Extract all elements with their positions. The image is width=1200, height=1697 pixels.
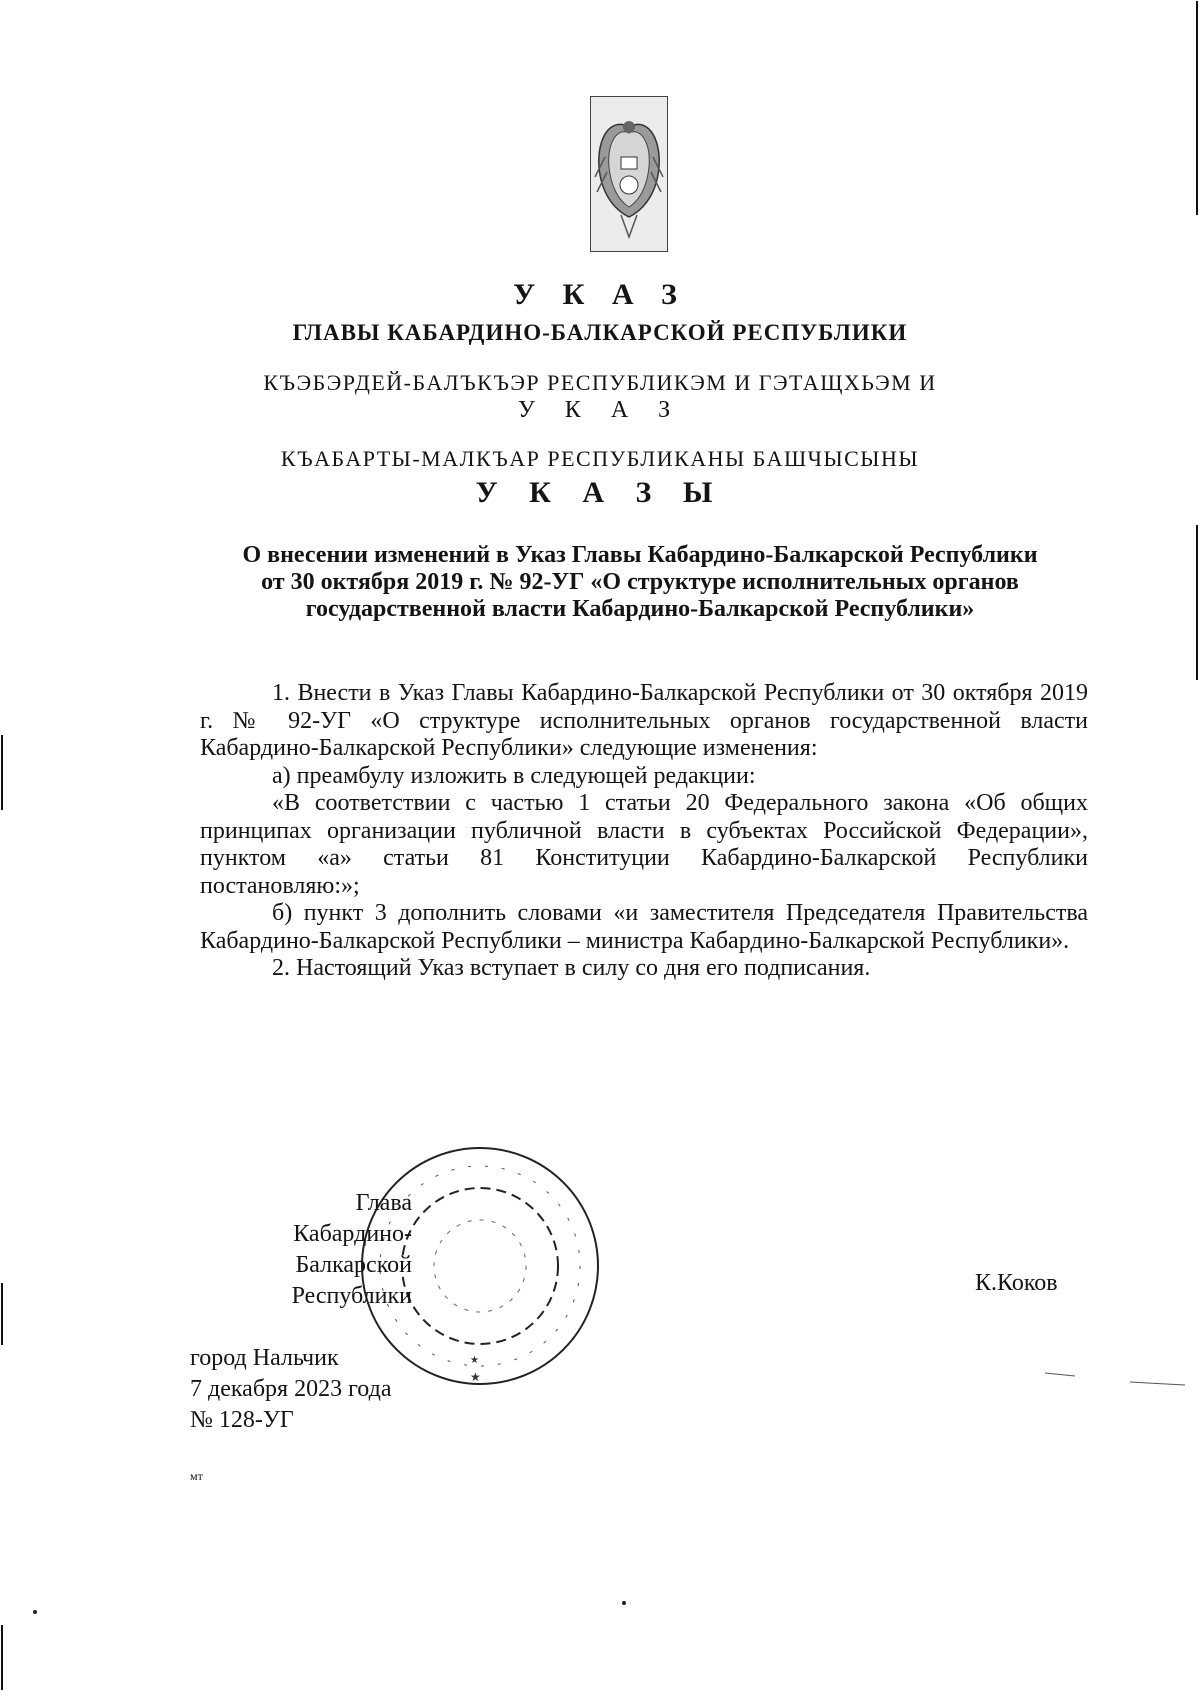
document-subject: О внесении изменений в Указ Главы Кабардино-Балкарской Республики от 30 октября 2019 г. № 92-УГ «О структуре исполнительных органов государственной власти Кабардино-Балкарской Республики» (242, 542, 1038, 622)
ukaz-heading-balkarian: У К А З Ы (475, 476, 725, 509)
signatory-name: К.Коков (975, 1270, 1058, 1296)
city: город Нальчик (190, 1345, 339, 1371)
ukaz-heading-kabardian: У К А З (517, 397, 683, 423)
title-balkarian: КЪАБАРТЫ-МАЛКЪАР РЕСПУБЛИКАНЫ БАШЧЫСЫНЫ (280, 446, 920, 471)
decree-date: 7 декабря 2023 года (190, 1376, 392, 1402)
eagle-emblem-icon (591, 97, 667, 251)
decree-number: № 128-УГ (190, 1407, 294, 1433)
paragraph-1a: а) преамбулу изложить в следующей редакции: (272, 762, 756, 789)
signature-title-line3: Республики (291, 1283, 412, 1309)
ukaz-heading-ru: У К А З (513, 278, 687, 311)
paragraph-1a-text: «В соответствии с частью 1 статьи 20 Федерального закона «Об общих принципах организации публичной власти в субъектах Российской Федерации», пунктом «а» статьи 81 Конституции Кабардино-Балкарской Республики постановляю:»; (200, 790, 1088, 899)
typist-mark: мт (190, 1469, 203, 1483)
document-body (200, 680, 1088, 983)
signature-block (190, 1188, 412, 1312)
title-kabardian: КЪЭБЭРДЕЙ-БАЛЪКЪЭР РЕСПУБЛИКЭМ И ГЭТАЩХЬЭМ И (263, 370, 937, 395)
svg-text:★: ★ (470, 1355, 479, 1366)
title-ru: ГЛАВЫ КАБАРДИНО-БАЛКАРСКОЙ РЕСПУБЛИКИ (292, 320, 908, 345)
signature-title-line1: Глава (355, 1190, 412, 1216)
place-date-block (190, 1343, 391, 1436)
signature-title-line2: Кабардино-Балкарской (293, 1221, 412, 1278)
coat-of-arms-emblem (590, 96, 668, 252)
paragraph-1: 1. Внести в Указ Главы Кабардино-Балкарской Республики от 30 октября 2019 г. № 92-УГ «О структуре исполнительных органов государственной власти Кабардино-Балкарской Республики» следующие изменения: (200, 680, 1088, 761)
paragraph-2: 2. Настоящий Указ вступает в силу со дня его подписания. (272, 955, 871, 981)
svg-text:★: ★ (470, 1370, 481, 1384)
paragraph-1b: б) пункт 3 дополнить словами «и заместителя Председателя Правительства Кабардино-Балкарской Республики – министра Кабардино-Балкарской Республики». (200, 900, 1088, 954)
